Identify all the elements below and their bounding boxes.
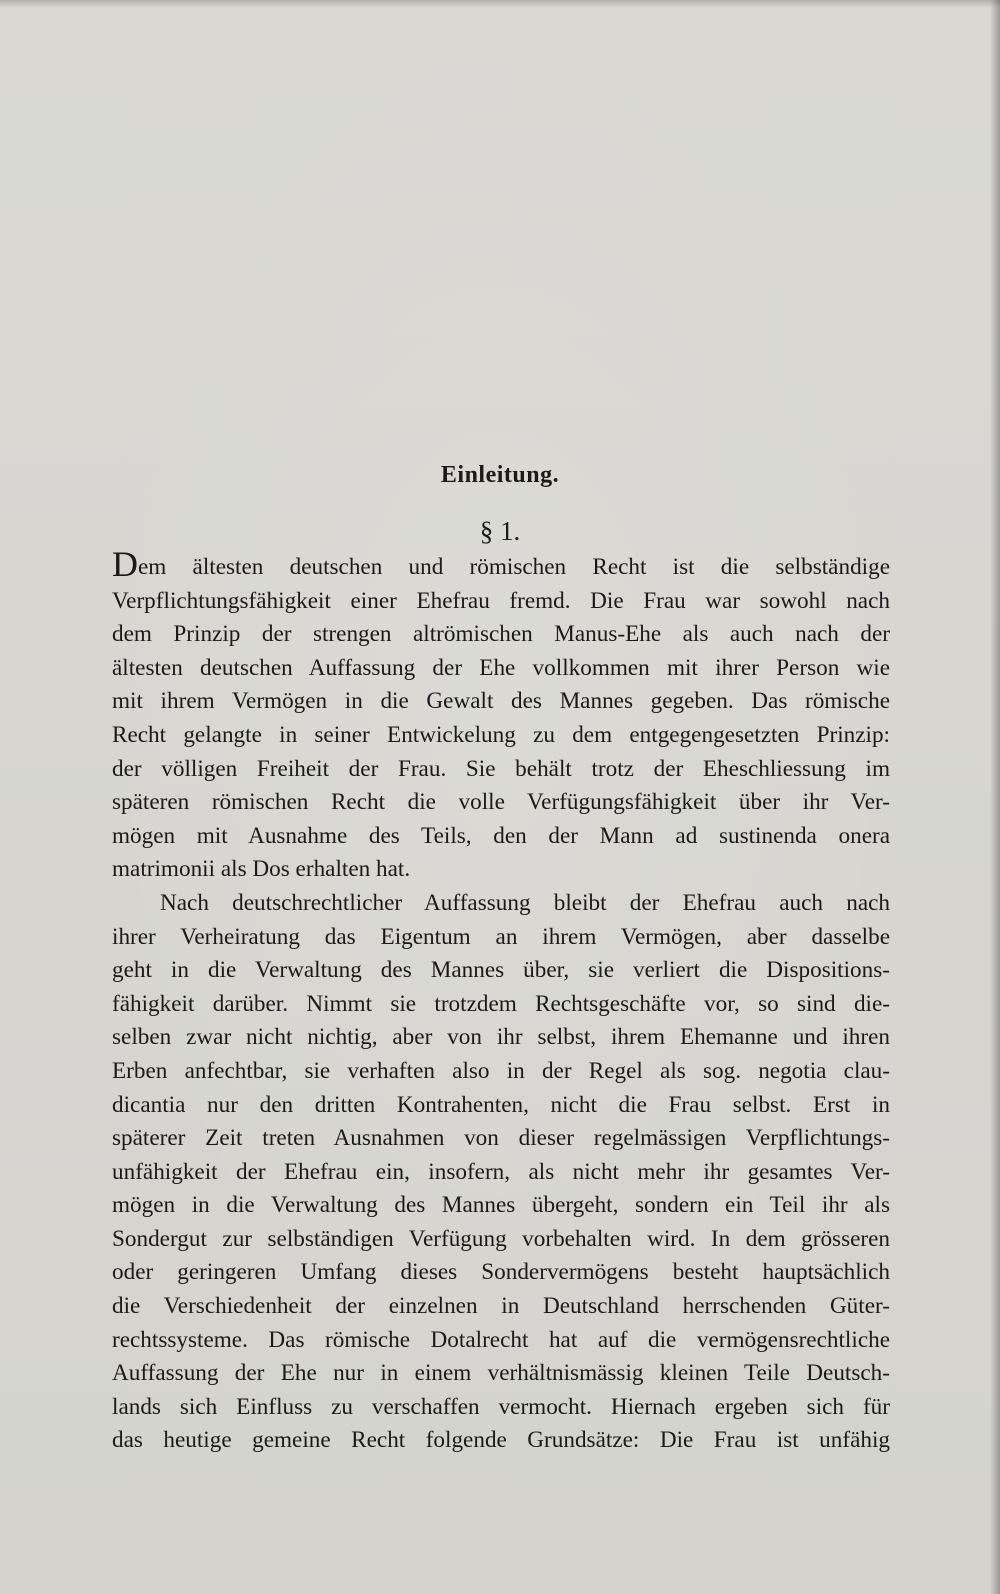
body-text — [112, 544, 890, 1458]
text-line: Recht gelangte in seiner Entwickelung zu dem entgegengesetzten Prinzip: — [112, 721, 890, 748]
text-line: fähigkeit darüber. Nimmt sie trotzdem Rechtsgeschäfte vor, so sind die- — [112, 990, 890, 1017]
text-line: die Verschiedenheit der einzelnen in Deutschland herrschenden Güter- — [112, 1293, 890, 1320]
text-line: späterer Zeit treten Ausnahmen von dieser regelmässigen Verpflichtungs- — [112, 1125, 890, 1152]
text-line: Verpflichtungsfähigkeit einer Ehefrau fremd. Die Frau war sowohl nach — [112, 587, 890, 614]
text-line: das heutige gemeine Recht folgende Grundsätze: Die Frau ist unfähig — [112, 1427, 890, 1454]
text-line: Auffassung der Ehe nur in einem verhältnismässig kleinen Teile Deutsch- — [112, 1360, 890, 1387]
initial-letter: D — [112, 544, 138, 584]
text-line: geht in die Verwaltung des Mannes über, sie verliert die Dispositions- — [112, 957, 890, 984]
text-line: ihrer Verheiratung das Eigentum an ihrem Vermögen, aber dasselbe — [112, 923, 890, 950]
page-top-shadow — [0, 0, 1000, 8]
text-line: matrimonii als Dos erhalten hat. — [112, 856, 411, 883]
text-line: Erben anfechtbar, sie verhaften also in der Regel als sog. negotia clau- — [112, 1057, 890, 1084]
text-line: lands sich Einfluss zu verschaffen vermocht. Hiernach ergeben sich für — [112, 1393, 890, 1420]
paragraph-2 — [112, 887, 890, 1458]
text-line: mögen mit Ausnahme des Teils, den der Mann ad sustinenda onera — [112, 822, 890, 849]
text-line: Nach deutschrechtlicher Auffassung bleibt der Ehefrau auch nach — [160, 889, 890, 916]
paragraph-1 — [112, 544, 890, 887]
text-line: unfähigkeit der Ehefrau ein, insofern, als nicht mehr ihr gesamtes Ver- — [112, 1158, 890, 1185]
text-line: mit ihrem Vermögen in die Gewalt des Mannes gegeben. Das römische — [112, 688, 890, 715]
text-line: mögen in die Verwaltung des Mannes übergeht, sondern ein Teil ihr als — [112, 1192, 890, 1219]
page-binding-shadow — [990, 0, 1000, 1594]
section-number: § 1. — [479, 516, 521, 546]
text-line: selben zwar nicht nichtig, aber von ihr selbst, ihrem Ehemanne und ihren — [112, 1024, 890, 1051]
text-line: rechtssysteme. Das römische Dotalrecht hat auf die vermögensrechtliche — [112, 1326, 890, 1353]
text-line: Dem ältesten deutschen und römischen Recht ist die selbständige — [112, 544, 890, 584]
text-line: späteren römischen Recht die volle Verfügungsfähigkeit über ihr Ver- — [112, 789, 890, 816]
text-line: ältesten deutschen Auffassung der Ehe vollkommen mit ihrer Person wie — [112, 654, 890, 681]
chapter-heading: Einleitung. — [440, 462, 560, 488]
text-line: dem Prinzip der strengen altrömischen Manus-Ehe als auch nach der — [112, 621, 890, 648]
text-line: Sondergut zur selbständigen Verfügung vorbehalten wird. In dem grösseren — [112, 1225, 890, 1252]
text-line: dicantia nur den dritten Kontrahenten, nicht die Frau selbst. Erst in — [112, 1091, 890, 1118]
text-line: der völligen Freiheit der Frau. Sie behält trotz der Eheschliessung im — [112, 755, 890, 782]
text-line: oder geringeren Umfang dieses Sondervermögens besteht hauptsächlich — [112, 1259, 890, 1286]
